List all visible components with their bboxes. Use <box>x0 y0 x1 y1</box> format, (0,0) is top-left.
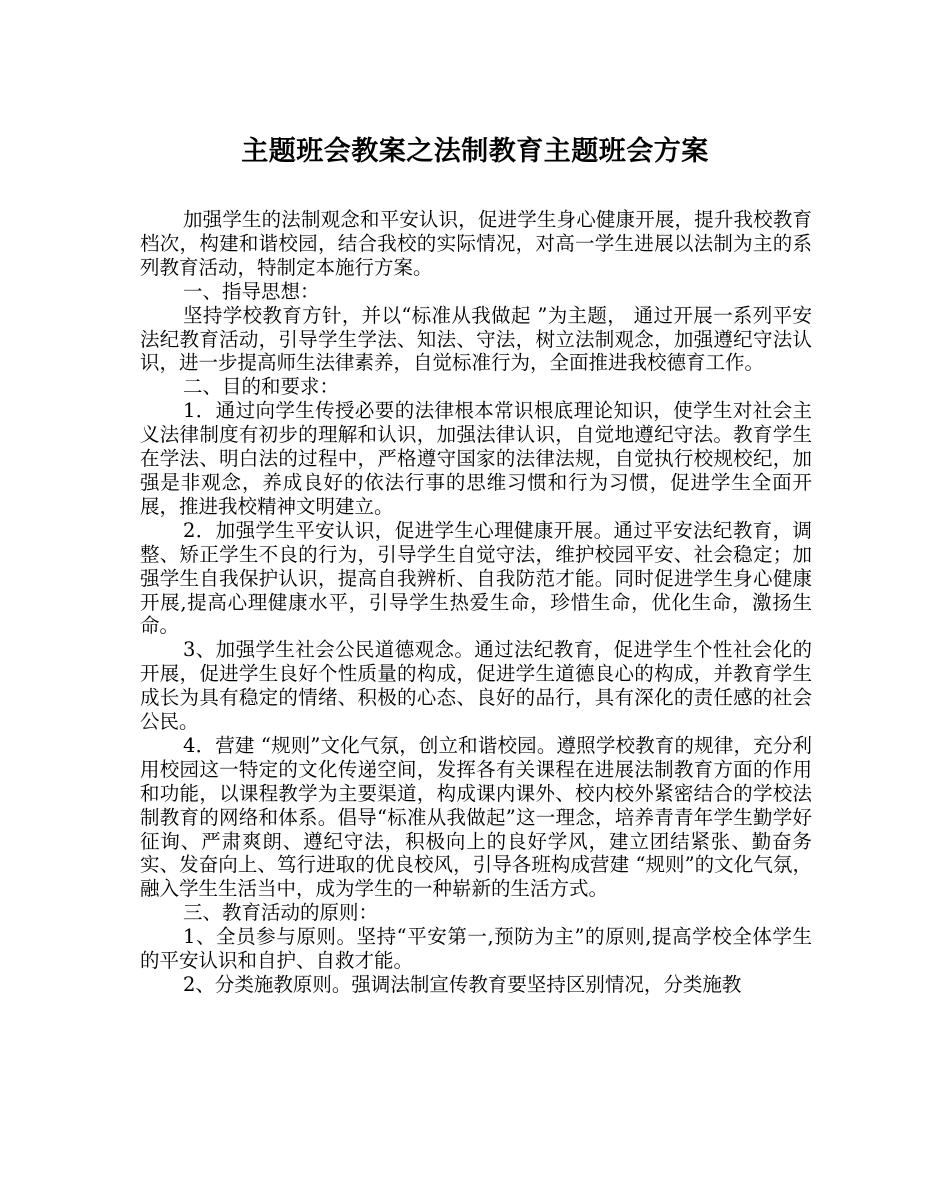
document-title: 主题班会教案之法制教育主题班会方案 <box>241 136 709 167</box>
section-heading-guiding-ideology: 一、指导思想： <box>183 279 320 303</box>
guiding-ideology-paragraph: 坚持学校教育方针，并以“标准从我做起 ”为主题， 通过开展一系列平安法纪教育活动，引导学生学法、知法、守法，树立法制观念，加强遵纪守法认识，进一步提高师生法律素养，自觉标准行为，全面推进我校德育工作。 <box>140 303 812 375</box>
goal-item-2: 2．加强学生平安认识，促进学生心理健康开展。通过平安法纪教育，调整、矫正学生不良的行为，引导学生自觉守法，维护校园平安、社会稳定；加强学生自我保护认识，提高自我辨析、自我防范才能。同时促进学生身心健康开展,提高心理健康水平，引导学生热爱生命，珍惜生命，优化生命，激扬生命。 <box>140 518 812 638</box>
goal-item-4: 4．营建 “规则”文化气氛，创立和谐校园。遵照学校教育的规律，充分利用校园这一特定的文化传递空间，发挥各有关课程在进展法制教育方面的作用和功能，以课程教学为主要渠道，构成课内课外、校内校外紧密结合的学校法制教育的网络和体系。倡导“标准从我做起”这一理念，培养青青年学生勤学好征询、严肃爽朗、遵纪守法，积极向上的良好学风，建立团结紧张、勤奋务实、发奋向上、笃行进取的优良校风，引导各班构成营建 “规则”的文化气氛，融入学生生活当中，成为学生的一种崭新的生活方式。 <box>140 733 812 901</box>
goal-item-1: 1．通过向学生传授必要的法律根本常识根底理论知识，使学生对社会主义法律制度有初步的理解和认识，加强法律认识，自觉地遵纪守法。教育学生在学法、明白法的过程中，严格遵守国家的法律法规，自觉执行校规校纪，加强是非观念，养成良好的依法行事的思维习惯和行为习惯，促进学生全面开展，推进我校精神文明建立。 <box>140 399 812 518</box>
intro-paragraph: 加强学生的法制观念和平安认识，促进学生身心健康开展，提升我校教育档次，构建和谐校园，结合我校的实际情况，对高一学生进展以法制为主的系列教育活动，特制定本施行方案。 <box>140 208 812 279</box>
document-body <box>140 208 812 997</box>
section-heading-principles: 三、教育活动的原则： <box>183 901 379 925</box>
principle-item-2: 2、分类施教原则。强调法制宣传教育要坚持区别情况，分类施教 <box>183 973 742 996</box>
goal-item-3: 3、加强学生社会公民道德观念。通过法纪教育，促进学生个性社会化的开展，促进学生良好个性质量的构成，促进学生道德良心的构成，并教育学生成长为具有稳定的情绪、积极的心态、良好的品行，具有深化的责任感的社会公民。 <box>140 638 812 734</box>
principle-item-1: 1、全员参与原则。坚持“平安第一,预防为主”的原则,提高学校全体学生的平安认识和自护、自救才能。 <box>140 925 812 973</box>
section-heading-goals: 二、目的和要求： <box>183 375 340 399</box>
